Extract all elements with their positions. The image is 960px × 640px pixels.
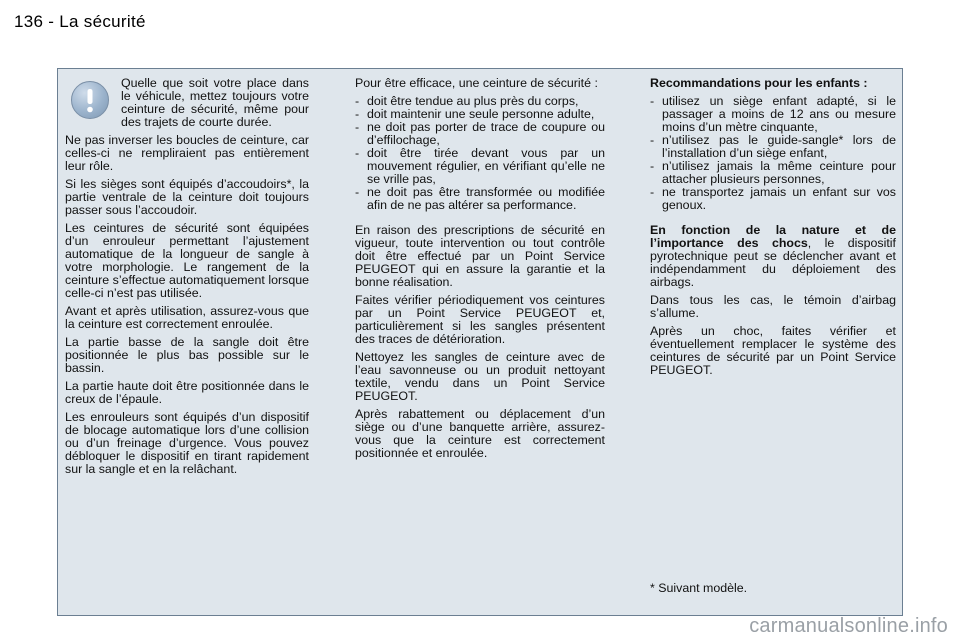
col1-paragraph: La partie basse de la sangle doit être positionnée le plus bas possible sur le bassin. xyxy=(65,335,309,375)
list-item: - doit être tirée devant vous par un mouvement régulier, en vérifiant qu’elle ne se vrille pas, xyxy=(355,147,605,186)
airbag-bold-text: En fonction de la nature et de l’importance des chocs xyxy=(650,223,896,250)
col1-intro-paragraph xyxy=(65,77,309,129)
list-item: - ne doit pas être transformée ou modifiée afin de ne pas altérer sa performance. xyxy=(355,186,605,212)
col2-paragraph: Faites vérifier périodiquement vos ceintures par un Point Service PEUGEOT et, particulièrement si les sangles présentent des traces de détérioration. xyxy=(355,293,605,346)
col1-paragraph: Avant et après utilisation, assurez-vous que la ceinture est correctement enroulée. xyxy=(65,304,309,331)
list-item: - utilisez un siège enfant adapté, si le passager a moins de 12 ans ou mesure moins d’un mètre cinquante, xyxy=(650,95,896,134)
col1-intro-text: Quelle que soit votre place dans le véhicule, mettez toujours votre ceinture de sécurité, même pour des trajets de courte durée. xyxy=(121,76,309,129)
col1-paragraph: La partie haute doit être positionnée dans le creux de l’épaule. xyxy=(65,379,309,406)
list-item: - doit être tendue au plus près du corps, xyxy=(355,95,605,108)
children-recommendations-heading: Recommandations pour les enfants : xyxy=(650,76,868,90)
list-item: - doit maintenir une seule personne adulte, xyxy=(355,108,605,121)
col1-paragraph: Si les sièges sont équipés d’accoudoirs*, la partie ventrale de la ceinture doit toujours passer sous l’accoudoir. xyxy=(65,177,309,217)
col2-intro: Pour être efficace, une ceinture de sécurité : xyxy=(355,76,598,90)
footnote: * Suivant modèle. xyxy=(650,581,748,595)
airbag-rest-text: , le dispositif pyrotechnique peut se déclencher avant et indépendamment du déploiement des airbags. xyxy=(650,236,896,289)
col2-paragraph: Nettoyez les sangles de ceinture avec de l’eau savonneuse ou un produit nettoyant textile, vendu dans un Point Service PEUGEOT. xyxy=(355,350,605,403)
list-item: - ne doit pas porter de trace de coupure ou d’effilochage, xyxy=(355,121,605,147)
watermark-text: carmanualsonline.info xyxy=(749,615,948,637)
col2-paragraph: Après rabattement ou déplacement d’un siège ou d’une banquette arrière, assurez-vous que la ceinture est correctement positionnée et enroulée. xyxy=(355,407,605,460)
seatbelt-requirements-list xyxy=(355,95,605,212)
page-title: 136 - La sécurité xyxy=(14,12,146,31)
info-panel xyxy=(57,68,903,616)
col2-paragraph: En raison des prescriptions de sécurité en vigueur, toute intervention ou tout contrôle doit être effectué par un Point Service PEUGEOT qui en assure la garantie et la bonne réalisation. xyxy=(355,223,605,289)
list-item: - n’utilisez pas le guide-sangle* lors de l’installation d’un siège enfant, xyxy=(650,134,896,160)
exclamation-icon xyxy=(71,81,109,119)
list-item: - ne transportez jamais un enfant sur vos genoux. xyxy=(650,186,896,212)
col3-paragraph: Après un choc, faites vérifier et éventuellement remplacer le système des ceintures de sécurité par un Point Service PEUGEOT. xyxy=(650,324,896,377)
col3-paragraph: Dans tous les cas, le témoin d’airbag s’allume. xyxy=(650,293,896,320)
list-item: - n’utilisez jamais la même ceinture pour attacher plusieurs personnes, xyxy=(650,160,896,186)
airbag-paragraph xyxy=(650,224,896,289)
col1-paragraph: Ne pas inverser les boucles de ceinture, car celles-ci ne rempliraient pas entièrement leur rôle. xyxy=(65,133,309,173)
column-2 xyxy=(355,77,605,465)
col1-paragraph: Les enrouleurs sont équipés d’un dispositif de blocage automatique lors d’une collision ou d’un freinage d’urgence. Vous pouvez débloquer le dispositif en tirant rapidement sur la sangle et en la relâchant. xyxy=(65,410,309,476)
column-3 xyxy=(650,77,896,382)
column-1 xyxy=(65,77,309,481)
col1-paragraph: Les ceintures de sécurité sont équipées d’un enrouleur permettant l’ajustement automatique de la longueur de sangle à votre morphologie. Le rangement de la ceinture s’effectue automatiquement lorsque celle-ci n’est pas utilisée. xyxy=(65,221,309,300)
children-recommendations-list xyxy=(650,95,896,212)
